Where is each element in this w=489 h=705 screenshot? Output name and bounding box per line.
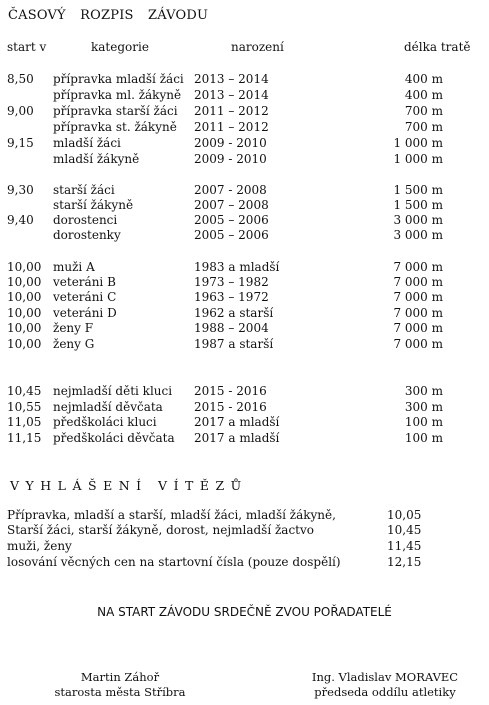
signature-left — [30, 670, 210, 700]
category-name: nejmladší děti kluci — [53, 384, 173, 398]
birth-years: 1973 – 1982 — [194, 275, 269, 289]
distance: 7 000 m — [393, 260, 443, 274]
schedule-row — [0, 213, 489, 228]
distance: 1 000 m — [393, 136, 443, 150]
distance: 1 500 m — [393, 198, 443, 212]
schedule-row — [0, 88, 489, 103]
category-name: dorostenky — [53, 228, 121, 242]
distance: 3 000 m — [393, 213, 443, 227]
invitation-text: NA START ZÁVODU SRDEČNĚ ZVOU POŘADATELÉ — [97, 605, 392, 619]
signature-right-name: Ing. Vladislav MORAVEC — [311, 670, 459, 684]
award-text: losování věcných cen na startovní čísla (pouze dospělí) — [7, 555, 341, 569]
distance: 3 000 m — [393, 228, 443, 242]
birth-years: 2013 – 2014 — [194, 72, 269, 86]
schedule-row — [0, 400, 489, 415]
schedule-row — [0, 136, 489, 151]
award-time: 12,15 — [387, 555, 422, 569]
birth-years: 1988 – 2004 — [194, 321, 269, 335]
schedule-row — [0, 104, 489, 119]
award-time: 10,45 — [387, 523, 422, 537]
signature-left-name: Martin Záhoř — [80, 670, 160, 684]
distance: 1 500 m — [393, 183, 443, 197]
start-time: 10,45 — [7, 384, 42, 398]
birth-years: 2009 - 2010 — [194, 136, 267, 150]
distance: 1 000 m — [393, 152, 443, 166]
start-time: 10,00 — [7, 290, 42, 304]
start-time: 9,30 — [7, 183, 34, 197]
birth-years: 2005 – 2006 — [194, 228, 269, 242]
birth-years: 2017 a mladší — [194, 415, 280, 429]
start-time: 10,00 — [7, 260, 42, 274]
distance: 300 m — [404, 400, 443, 414]
category-name: starší žáci — [53, 183, 115, 197]
schedule-row — [0, 152, 489, 167]
start-time: 10,00 — [7, 337, 42, 351]
category-name: předškoláci kluci — [53, 415, 157, 429]
award-time: 10,05 — [387, 508, 422, 522]
category-name: předškoláci děvčata — [53, 431, 175, 445]
schedule-row — [0, 198, 489, 213]
signature-left-role: starosta města Stříbra — [54, 685, 186, 699]
schedule-row — [0, 275, 489, 290]
start-time: 9,00 — [7, 104, 34, 118]
birth-years: 2015 - 2016 — [194, 400, 267, 414]
schedule-row — [0, 321, 489, 336]
distance: 400 m — [404, 72, 443, 86]
category-name: veteráni D — [53, 306, 117, 320]
schedule-row — [0, 228, 489, 243]
start-time: 8,50 — [7, 72, 34, 86]
distance: 100 m — [404, 431, 443, 445]
start-time: 9,15 — [7, 136, 34, 150]
award-row — [0, 508, 489, 523]
category-name: nejmladší děvčata — [53, 400, 163, 414]
distance: 700 m — [404, 120, 443, 134]
birth-years: 1983 a mladší — [194, 260, 280, 274]
distance: 100 m — [404, 415, 443, 429]
start-time: 11,15 — [7, 431, 42, 445]
schedule-row — [0, 306, 489, 321]
distance: 400 m — [404, 88, 443, 102]
start-time: 10,00 — [7, 306, 42, 320]
category-name: muži A — [53, 260, 95, 274]
distance: 7 000 m — [393, 306, 443, 320]
schedule-row — [0, 337, 489, 352]
birth-years: 2011 – 2012 — [194, 120, 269, 134]
category-name: veteráni C — [53, 290, 117, 304]
award-text: Starší žáci, starší žákyně, dorost, nejmladší žactvo — [7, 523, 314, 537]
distance: 7 000 m — [393, 321, 443, 335]
birth-years: 1987 a starší — [194, 337, 274, 351]
birth-years: 2009 - 2010 — [194, 152, 267, 166]
start-time: 11,05 — [7, 415, 42, 429]
distance: 7 000 m — [393, 337, 443, 351]
schedule-row — [0, 72, 489, 87]
schedule-row — [0, 431, 489, 446]
distance: 7 000 m — [393, 275, 443, 289]
distance: 7 000 m — [393, 290, 443, 304]
awards-title: VYHLÁŠENÍ VÍTĚZŮ — [10, 478, 248, 493]
signature-right — [290, 670, 480, 700]
category-name: dorostenci — [53, 213, 118, 227]
birth-years: 1963 – 1972 — [194, 290, 269, 304]
category-name: přípravka starší žáci — [53, 104, 178, 118]
category-name: ženy G — [53, 337, 95, 351]
start-time: 9,40 — [7, 213, 34, 227]
birth-years: 2007 – 2008 — [194, 198, 269, 212]
award-time: 11,45 — [387, 539, 422, 553]
schedule-row — [0, 415, 489, 430]
schedule-row — [0, 260, 489, 275]
birth-years: 1962 a starší — [194, 306, 274, 320]
category-name: ženy F — [53, 321, 94, 335]
category-name: mladší žákyně — [53, 152, 140, 166]
start-time: 10,55 — [7, 400, 42, 414]
distance: 700 m — [404, 104, 443, 118]
birth-years: 2017 a mladší — [194, 431, 280, 445]
category-name: přípravka ml. žákyně — [53, 88, 182, 102]
award-text: muži, ženy — [7, 539, 72, 553]
start-time: 10,00 — [7, 321, 42, 335]
birth-years: 2011 – 2012 — [194, 104, 269, 118]
header-birth: narození — [231, 40, 284, 54]
schedule-row — [0, 384, 489, 399]
header-category: kategorie — [91, 40, 149, 54]
signature-right-role: předseda oddílu atletiky — [314, 685, 456, 699]
category-name: přípravka mladší žáci — [53, 72, 184, 86]
birth-years: 2013 – 2014 — [194, 88, 269, 102]
award-row — [0, 555, 489, 570]
birth-years: 2015 - 2016 — [194, 384, 267, 398]
header-distance: délka tratě — [404, 40, 471, 54]
award-row — [0, 539, 489, 554]
award-text: Přípravka, mladší a starší, mladší žáci, mladší žákyně, — [7, 508, 336, 522]
award-row — [0, 523, 489, 538]
birth-years: 2007 - 2008 — [194, 183, 267, 197]
page-title: ČASOVÝ ROZPIS ZÁVODU — [8, 8, 209, 23]
category-name: mladší žáci — [53, 136, 121, 150]
schedule-row — [0, 290, 489, 305]
category-name: starší žákyně — [53, 198, 134, 212]
category-name: přípravka st. žákyně — [53, 120, 177, 134]
category-name: veteráni B — [53, 275, 116, 289]
schedule-row — [0, 120, 489, 135]
schedule-row — [0, 183, 489, 198]
birth-years: 2005 – 2006 — [194, 213, 269, 227]
start-time: 10,00 — [7, 275, 42, 289]
distance: 300 m — [404, 384, 443, 398]
header-start: start v — [7, 40, 47, 54]
